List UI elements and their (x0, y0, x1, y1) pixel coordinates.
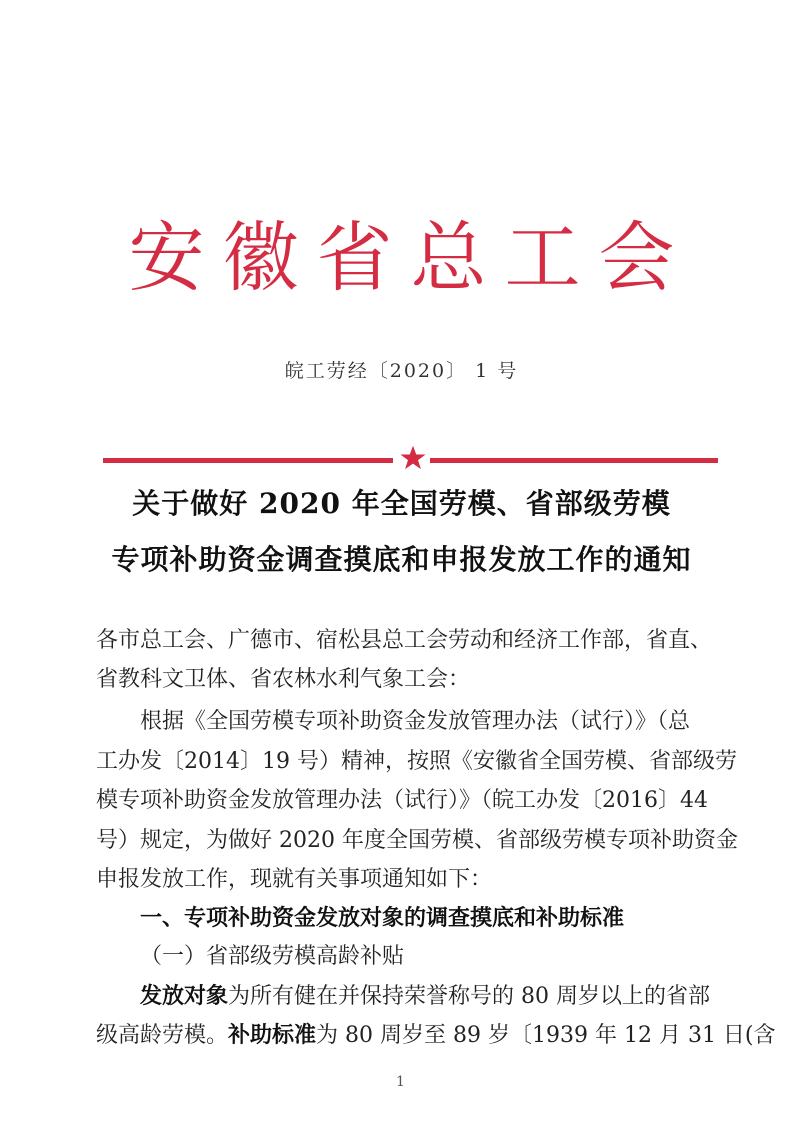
document-number: 皖工劳经〔2020〕 1 号 (284, 360, 519, 382)
red-divider-left (103, 458, 393, 463)
target-text-continued: 级高龄劳模。 (96, 1023, 229, 1048)
target-text: 为所有健在并保持荣誉称号的 80 周岁以上的省部 (228, 984, 710, 1009)
addressee-line-1: 各市总工会、广德市、宿松县总工会劳动和经济工作部，省直、 (96, 628, 713, 653)
notice-title-line-1: 关于做好 2020 年全国劳模、省部级劳模 (132, 487, 671, 520)
red-divider-right (430, 458, 718, 463)
paragraph-line: 工办发〔2014〕19 号）精神，按照《安徽省全国劳模、省部级劳 (96, 749, 737, 774)
target-label: 发放对象 (140, 983, 229, 1009)
standard-label: 补助标准 (228, 1022, 317, 1048)
subsection-heading: （一）省部级劳模高龄补贴 (140, 944, 405, 969)
paragraph-line: 申报发放工作，现就有关事项通知如下： (96, 867, 493, 892)
paragraph-line: 号）规定，为做好 2020 年度全国劳模、省部级劳模专项补助资金 (96, 828, 738, 853)
section-heading: 一、专项补助资金发放对象的调查摸底和补助标准 (140, 905, 625, 931)
notice-title-line-2: 专项补助资金调查摸底和申报发放工作的通知 (111, 543, 692, 576)
standard-text: 为 80 周岁至 89 岁〔1939 年 12 月 31 日(含 (316, 1023, 776, 1048)
paragraph-line (140, 985, 716, 1008)
paragraph-line (96, 1022, 776, 1048)
paragraph-line: 根据《全国劳模专项补助资金发放管理办法（试行）》（总 (140, 709, 691, 734)
masthead-org-name: 安徽省总工会 (128, 213, 693, 302)
addressee-line-2: 省教科文卫体、省农林水利气象工会： (96, 667, 471, 692)
page-number: 1 (396, 1074, 405, 1090)
star-icon (399, 444, 427, 472)
paragraph-line: 模专项补助资金发放管理办法（试行）》（皖工办发〔2016〕44 (96, 788, 708, 813)
